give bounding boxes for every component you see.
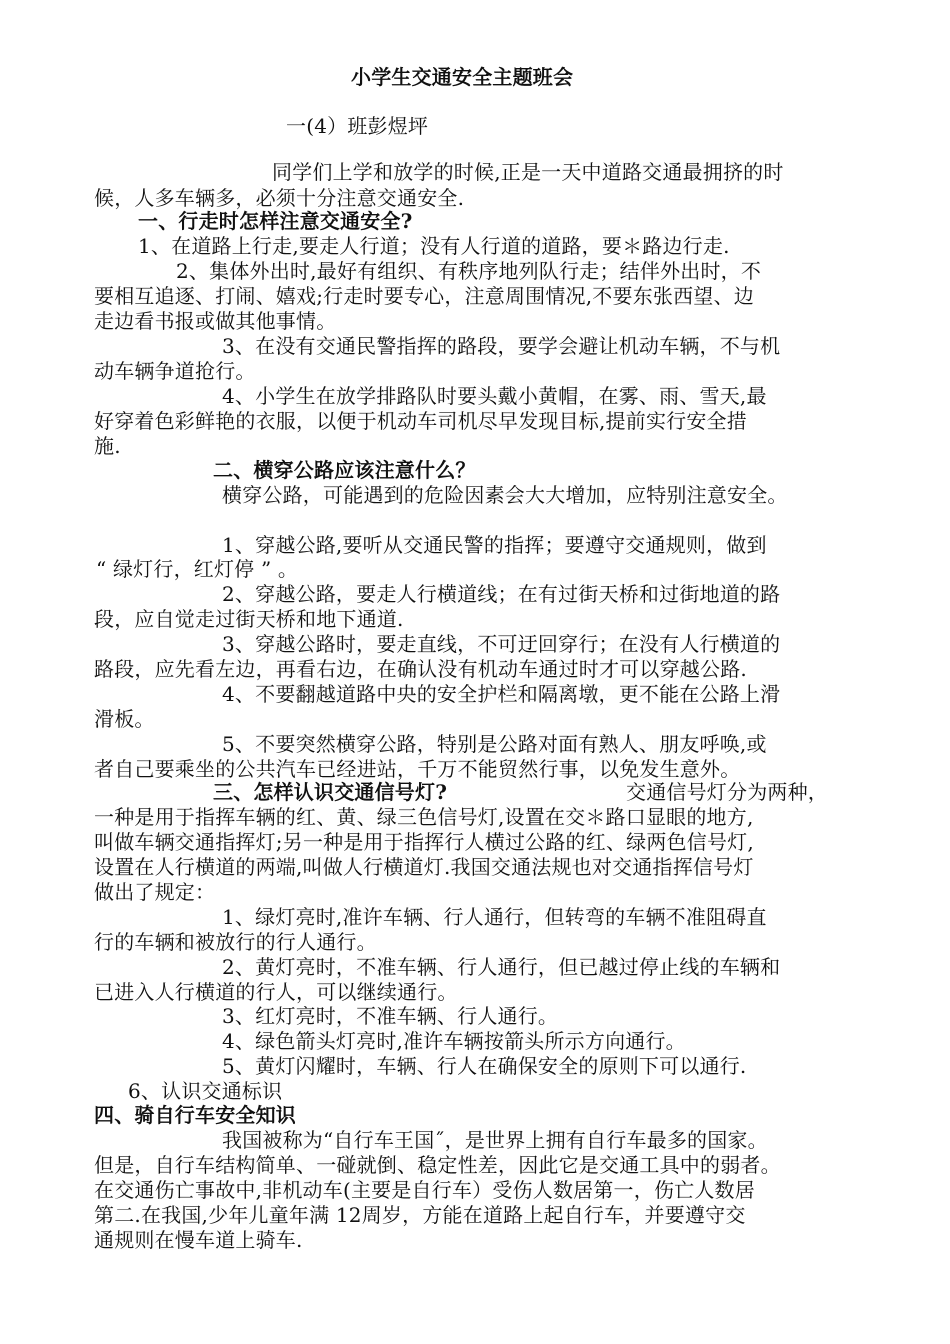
text-line: 4、不要翻越道路中央的安全护栏和隔离墩，更不能在公路上滑	[222, 682, 781, 706]
text-line: 路段，应先看左边，再看右边，在确认没有机动车通过时才可以穿越公路.	[94, 657, 747, 681]
section-heading: 一、行走时怎样注意交通安全?	[138, 209, 413, 233]
text-line: 段，应自觉走过街天桥和地下通道.	[94, 607, 404, 631]
text-line: 4、绿色箭头灯亮时,准许车辆按箭头所示方向通行。	[222, 1029, 686, 1053]
text-line: 3、穿越公路时，要走直线，不可迂回穿行；在没有人行横道的	[222, 632, 781, 656]
text-line: 3、红灯亮时，不准车辆、行人通行。	[222, 1004, 559, 1028]
text-line: 1、穿越公路,要听从交通民警的指挥；要遵守交通规则，做到	[222, 533, 767, 557]
text-line: 通规则在慢车道上骑车.	[94, 1228, 303, 1252]
text-line: 5、不要突然横穿公路，特别是公路对面有熟人、朋友呼唤,或	[222, 732, 767, 756]
text-line: 1、在道路上行走,要走人行道；没有人行道的道路，要＊路边行走.	[138, 234, 730, 258]
text-line: 候，人多车辆多，必须十分注意交通安全.	[94, 186, 465, 210]
text-line: 走边看书报或做其他事情。	[94, 309, 337, 333]
text-line: “ 绿灯行，红灯停 ” 。	[96, 557, 299, 581]
text-line: 同学们上学和放学的时候,正是一天中道路交通最拥挤的时	[272, 160, 784, 184]
text-line: 1、绿灯亮时,准许车辆、行人通行，但转弯的车辆不准阻碍直	[222, 905, 767, 929]
author-line: 一(4）班彭煜坪	[286, 114, 429, 138]
text-line: 要相互追逐、打闹、嬉戏;行走时要专心，注意周围情况,不要东张西望、边	[94, 284, 754, 308]
text-line: 交通信号灯分为两种，	[626, 780, 828, 804]
text-line: 一种是用于指挥车辆的红、黄、绿三色信号灯,设置在交＊路口显眼的地方,	[94, 805, 754, 829]
text-line: 行的车辆和被放行的行人通行。	[94, 930, 377, 954]
text-line: 但是，自行车结构简单、一碰就倒、稳定性差，因此它是交通工具中的弱者。	[94, 1153, 781, 1177]
text-line: 横穿公路，可能遇到的危险因素会大大增加，应特别注意安全。	[222, 483, 788, 507]
text-line: 3、在没有交通民警指挥的路段，要学会避让机动车辆，不与机	[222, 334, 781, 358]
section-heading: 三、怎样认识交通信号灯?	[213, 780, 448, 804]
text-line: 好穿着色彩鲜艳的衣服，以便于机动车司机尽早发现目标,提前实行安全措	[94, 409, 747, 433]
text-line: 2、黄灯亮时，不准车辆、行人通行，但已越过停止线的车辆和	[222, 955, 781, 979]
text-line: 我国被称为“自行车王国˝，是世界上拥有自行车最多的国家。	[222, 1128, 768, 1152]
text-line: 2、穿越公路，要走人行横道线；在有过街天桥和过街地道的路	[222, 582, 781, 606]
document-title: 小学生交通安全主题班会	[351, 65, 574, 89]
text-line: 5、黄灯闪耀时，车辆、行人在确保安全的原则下可以通行.	[222, 1054, 747, 1078]
text-line: 者自己要乘坐的公共汽车已经进站，千万不能贸然行事，以免发生意外。	[94, 757, 741, 781]
section-heading: 四、骑自行车安全知识	[94, 1103, 296, 1127]
text-line: 滑板。	[94, 707, 155, 731]
text-line: 4、小学生在放学排路队时要头戴小黄帽，在雾、雨、雪天,最	[222, 384, 767, 408]
text-line: 第二.在我国,少年儿童年满 12周岁，方能在道路上起自行车，并要遵守交	[94, 1203, 746, 1227]
text-line: 动车辆争道抢行。	[94, 359, 256, 383]
section-heading: 二、横穿公路应该注意什么？	[213, 458, 476, 482]
text-line: 施.	[94, 434, 121, 458]
text-line: 叫做车辆交通指挥灯;另一种是用于指挥行人横过公路的红、绿两色信号灯,	[94, 830, 754, 854]
text-line: 已进入人行横道的行人，可以继续通行。	[94, 980, 458, 1004]
text-line: 做出了规定：	[94, 880, 216, 904]
text-line: 2、集体外出时,最好有组织、有秩序地列队行走；结伴外出时，不	[176, 259, 762, 283]
text-line: 在交通伤亡事故中,非机动车(主要是自行车）受伤人数居第一，伤亡人数居	[94, 1178, 755, 1202]
text-line: 6、认识交通标识	[128, 1079, 283, 1103]
text-line: 设置在人行横道的两端,叫做人行横道灯.我国交通法规也对交通指挥信号灯	[94, 855, 754, 879]
